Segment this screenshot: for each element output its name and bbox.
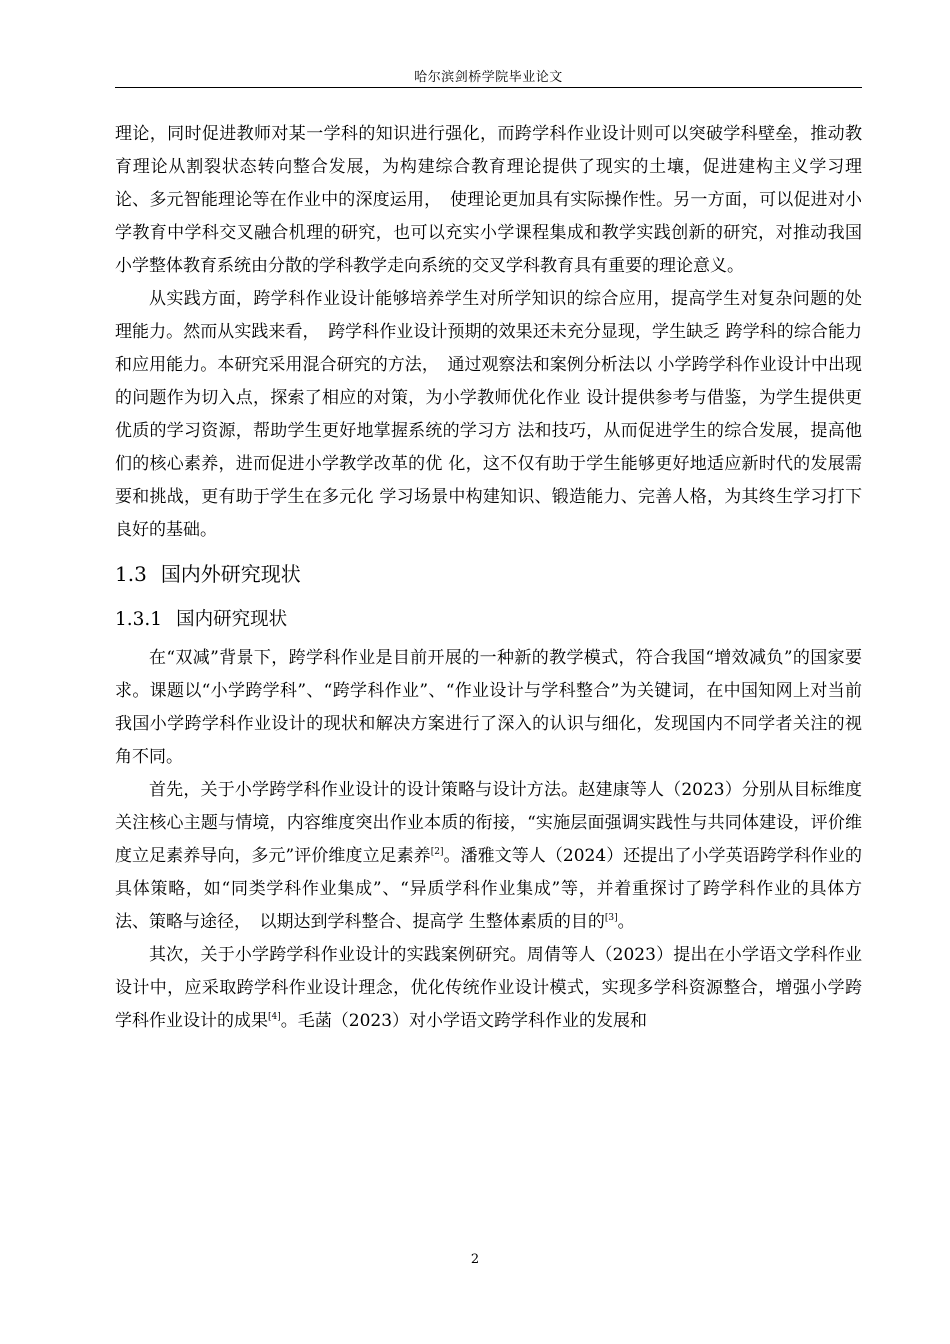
text-run: 首先，关于小学跨学科作业设计的设计策略与设计方法。赵建康等人（2023）分别从目标维度关注核心主题与情境，内容维度突出作业本质的衔接，“实施层面强调实践性与共同体建设，评价维度立足素养导向，多元”评价维度立足素养 (115, 780, 862, 866)
paragraph-theory: 理论，同时促进教师对某一学科的知识进行强化，而跨学科作业设计则可以突破学科壁垒，推动教育理论从割裂状态转向整合发展，为构建综合教育理论提供了现实的土壤，促进建构主义学习理论、多元智能理论等在作业中的深度运用， 使理论更加具有实际操作性。另一方面，可以促进对小学教育中学科交叉融合机理的研究，也可以充实小学课程集成和教学实践创新的研究，对推动我国小学整体教育系统由分散的学科教学走向系统的交叉学科教育具有重要的理论意义。 (115, 124, 862, 276)
text-run: 。 (617, 912, 635, 932)
page-number: 2 (470, 1252, 480, 1267)
text-run: 。潘雅文等人（2024）还提出了小学英语跨学科作业的具体策略，如“同类学科作业集成”、“异质学科作业集成”等，并着重探讨了跨学科作业的具体方法、策略与途径， 以期达到学科整合、提高学 生整体素质的目的 (115, 846, 862, 932)
paragraph-design-strategy (115, 774, 862, 939)
subsection-title: 国内研究现状 (176, 609, 288, 630)
section-heading-1-3 (115, 552, 862, 596)
paragraph-practice: 从实践方面，跨学科作业设计能够培养学生对所学知识的综合应用，提高学生对复杂问题的处理能力。然而从实践来看， 跨学科作业设计预期的效果还未充分显现，学生缺乏 跨学科的综合能力和应用能力。本研究采用混合研究的方法， 通过观察法和案例分析法以 小学跨学科作业设计中出现的问题作为切入点，探索了相应的对策，为小学教师优化作业 设计提供参考与借鉴，为学生提供更优质的学习资源，帮助学生更好地掌握系统的学习方 法和技巧，从而促进学生的综合发展，提高他们的核心素养，进而促进小学教学改革的优 化，这不仅有助于学生能够更好地适应新时代的发展需要和挑战，更有助于学生在多元化 学习场景中构建知识、锻造能力、完善人格，为其终生学习打下良好的基础。 (115, 289, 862, 540)
citation-3: [3] (604, 913, 618, 923)
section-heading-1-3-1 (115, 600, 862, 640)
page-body (115, 118, 862, 1038)
paragraph-background: 在“双减”背景下，跨学科作业是目前开展的一种新的教学模式，符合我国“增效减负”的国家要求。课题以“小学跨学科”、“跨学科作业”、“作业设计与学科整合”为关键词，在中国知网上对当前我国小学跨学科作业设计的现状和解决方案进行了深入的认识与细化，发现国内不同学者关注的视角不同。 (115, 648, 862, 767)
section-title: 国内外研究现状 (160, 562, 301, 586)
text-run: 其次，关于小学跨学科作业设计的实践案例研究。周倩等人（2023）提出在小学语文学科作业设计中，应采取跨学科作业设计理念，优化传统作业设计模式，实现多学科资源整合，增强小学跨学科作业设计的成果 (115, 945, 862, 1031)
section-number: 1.3 (115, 562, 147, 586)
text-run: 。毛菡（2023）对小学语文跨学科作业的发展和 (280, 1011, 648, 1031)
subsection-number: 1.3.1 (115, 609, 163, 630)
header-rule (115, 87, 862, 88)
citation-4: [4] (268, 1012, 281, 1022)
running-header: 哈尔滨剑桥学院毕业论文 (414, 70, 563, 85)
citation-2: [2] (430, 847, 444, 857)
paragraph-case-study (115, 939, 862, 1038)
